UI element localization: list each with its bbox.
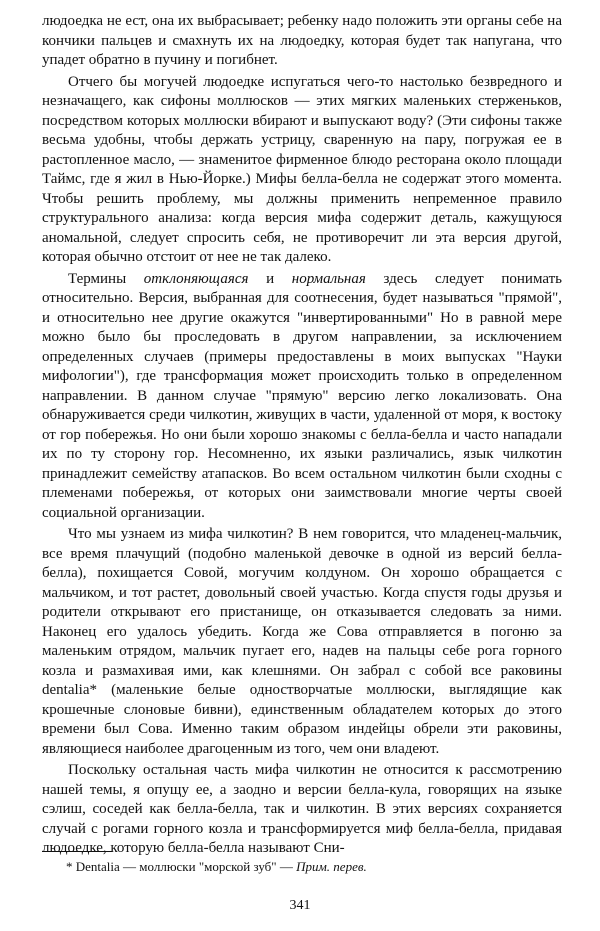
paragraph-2: Отчего бы могучей людоедке испугаться чего-то настолько безвредного и незначащего, как сифоны моллюсков — этих мягких маленьких стерженьков, посредством которых моллюски вбирают и выпускают воду? (Эти сифоны также весьма удобны, чтобы держать устрицу, сваренную на пару, погружая ее в растопленное масло, — знаменитое фирменное блюдо ресторана около площади Таймс, где я жил в Нью-Йорке.) Мифы белла-белла не содержат этого момента. Чтобы решить проблему, мы должны применить непременное правило структурального анализа: когда версия мифа содержит деталь, кажущуюся аномальной, следует спросить себя, не противоречит ли эта версия другой, которая обычно отстоит от нее не так далеко. <box>42 73 562 265</box>
paragraph-5: Поскольку остальная часть мифа чилкотин не относится к рассмотрению нашей темы, я опущу ее, а заодно и версии белла-кула, говорящих на языке сэлиш, соседей как белла-белла, так и чилкотин. В этих версиях сохраняется случай с рогами горного козла и трансформируется миф белла-белла, придавая людоедке, которую белла-белла называют Сни- <box>42 762 562 856</box>
footnote <box>66 858 546 875</box>
paragraph-3 <box>42 270 562 524</box>
paragraph-3-part-b: и <box>248 270 292 287</box>
footnote-text: * Dentalia — моллюски "морской зуб" — <box>66 859 297 874</box>
term-deviant: отклоняющаяся <box>143 270 249 287</box>
main-text <box>42 12 562 861</box>
paragraph-1: людоедка не ест, она их выбрасывает; ребенку надо положить эти органы себе на кончики пальцев и смахнуть их на людоедку, которая будет так напугана, что упадет обратно в пучину и погибнет. <box>42 13 562 68</box>
term-normal: нормальная <box>291 270 366 287</box>
paragraph-3-part-a: Термины <box>68 270 144 287</box>
page-number: 341 <box>289 898 311 913</box>
footnote-divider <box>42 851 112 852</box>
footnote-note: Прим. перев. <box>296 859 367 874</box>
paragraph-4: Что мы узнаем из мифа чилкотин? В нем говорится, что младенец-мальчик, все время плачущий (подобно маленькой девочке в одной из версий белла-белла), похищается Совой, могучим колдуном. Он хорошо обращается с мальчиком, и тот растет, довольный своей участью. Когда спустя годы друзья и родители открывают его пристанище, он отказывается следовать за ними. Наконец его удалось убедить. Когда же Сова отправляется в погоню за маленьким отрядом, мальчик пугает его, надев на пальцы себе рога горного козла и размахивая ими, как клешнями. Он забрал с собой все раковины dentalia* (маленькие белые одностворчатые моллюски, выглядящие как крошечные слоновые бивни), единственным обладателем которых до этого времени был Сова. Именно таким образом индейцы обрели эти раковины, являющиеся наиболее драгоценным из того, чем они владеют. <box>42 526 562 757</box>
paragraph-3-part-c: здесь следует понимать относительно. Версия, выбранная для соотнесения, будет называться "прямой", и относительно нее другие окажутся "инвертированными" Но в равной мере можно было бы проследовать в другом направлении, за исключением определенных случаев (примеры предоставлены в моих выпусках "Науки мифологии"), где трансформация может происходить только в определенном направлении. В данном случае "прямую" версию легко локализовать. Она обнаруживается среди чилкотин, живущих в части, удаленной от моря, к востоку от гор побережья. Но они были хорошо знакомы с белла-белла и часто нападали их по ту сторону гор. Несомненно, их языки различались, язык чилкотин принадлежит семейству атапасков. Во всем остальном чилкотин были сходны с племенами побережья, от которых они заимствовали многие черты своей социальной организации. <box>42 270 563 521</box>
